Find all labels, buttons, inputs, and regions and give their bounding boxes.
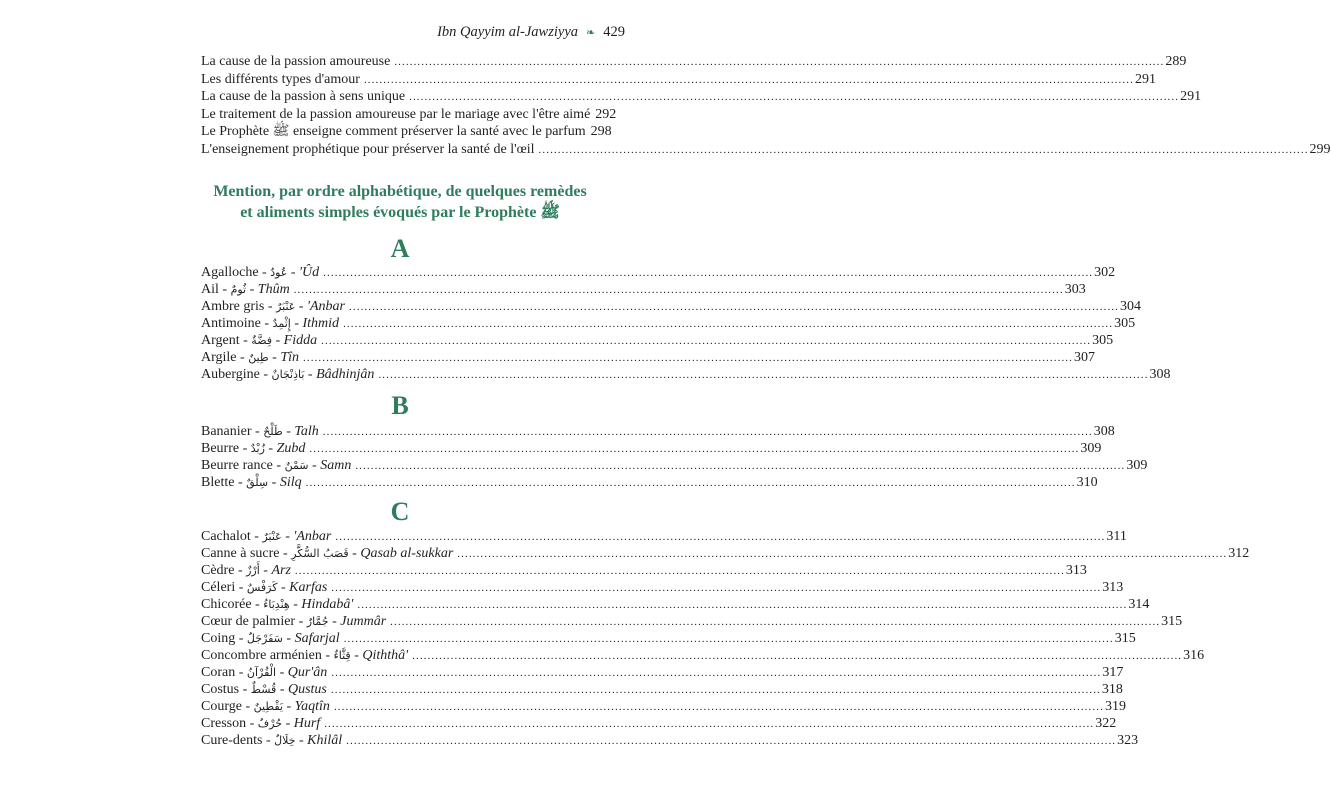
separator: -: [282, 699, 295, 714]
remedy-transliteration: Silq: [279, 475, 302, 490]
dot-leader: ........................................................................................................................................................................................................: [303, 352, 1073, 364]
separator: -: [282, 631, 295, 646]
separator: -: [279, 546, 292, 561]
remedy-french-name: Costus: [201, 682, 240, 697]
separator: -: [262, 733, 275, 748]
remedy-entry-text: [201, 647, 408, 664]
remedy-entry: [201, 715, 1117, 732]
remedy-entry-text: [201, 630, 340, 647]
separator: -: [239, 441, 251, 456]
remedy-entry-text: [201, 349, 299, 366]
remedy-page: 318: [1101, 682, 1123, 697]
separator: -: [235, 580, 247, 595]
remedy-transliteration: Qasab al-sukkar: [360, 546, 454, 561]
remedy-page: 311: [1106, 529, 1127, 544]
remedy-arabic-name: زُبْدٌ: [250, 442, 265, 455]
remedy-page: 315: [1161, 614, 1183, 629]
remedy-transliteration: Qiththâ': [362, 648, 409, 663]
separator: -: [264, 299, 277, 314]
remedy-page: 309: [1126, 458, 1148, 473]
remedy-french-name: Coing: [201, 631, 236, 646]
remedy-french-name: Concombre arménien: [201, 648, 322, 663]
separator: -: [287, 265, 300, 280]
remedy-transliteration: Qustus: [287, 682, 327, 697]
remedy-arabic-name: ثُومٌ: [230, 283, 247, 296]
dot-leader: ........................................................................................................................................................................................................: [294, 565, 1065, 577]
remedies-list-b: [201, 423, 1148, 491]
remedy-entry: [201, 349, 1095, 366]
remedy-transliteration: Hindabâ': [301, 597, 354, 612]
separator: -: [260, 316, 273, 331]
dot-leader: ........................................................................................................................................................................................................: [324, 718, 1095, 730]
separator: -: [328, 614, 341, 629]
remedy-french-name: Céleri: [201, 580, 236, 595]
remedy-page: 316: [1183, 648, 1205, 663]
remedy-entry: [201, 647, 1205, 664]
remedy-transliteration: Tîn: [280, 350, 299, 365]
toc-entry-title: Les différents types d'amour: [201, 71, 360, 87]
toc-entry-title: Le traitement de la passion amoureuse par le mariage avec l'être aimé: [201, 106, 591, 122]
dot-leader: ........................................................................................................................................................................................................: [322, 426, 1093, 438]
toc-entry-page: 291: [1134, 71, 1156, 87]
remedy-french-name: Cresson: [201, 716, 247, 731]
remedy-entry: [201, 298, 1142, 315]
dot-leader: ........................................................................................................................................................................................................: [412, 650, 1183, 662]
remedy-french-name: Cachalot: [201, 529, 251, 544]
remedy-entry: [201, 315, 1136, 332]
separator: -: [272, 458, 285, 473]
remedy-page: 312: [1228, 546, 1250, 561]
remedy-entry-text: [201, 596, 353, 613]
toc-entry: [201, 53, 1187, 71]
remedy-arabic-name: سِلْقٌ: [246, 476, 269, 489]
separator: -: [236, 350, 249, 365]
remedy-transliteration: Khilâl: [307, 733, 343, 748]
dot-leader: ........................................................................................................................................................................................................: [343, 318, 1114, 330]
dot-leader: ........................................................................................................................................................................................................: [349, 301, 1120, 313]
remedy-entry: [201, 596, 1150, 613]
remedy-entry-text: [201, 281, 290, 298]
section-title-line-1: Mention, par ordre alphabétique, de quelques remèdes: [213, 183, 587, 200]
separator: -: [259, 367, 272, 382]
separator: -: [235, 665, 247, 680]
separator: -: [304, 367, 317, 382]
toc-entry-page: 291: [1180, 89, 1202, 105]
separator: -: [264, 441, 277, 456]
remedy-arabic-name: قِثَّاءٌ: [333, 649, 351, 662]
separator: -: [281, 529, 294, 544]
toc-entry-title: L'enseignement prophétique pour préserver la santé de l'œil: [201, 141, 535, 157]
dot-leader: ........................................................................................................................................................................................................: [409, 91, 1180, 104]
remedy-entry-text: [201, 423, 319, 440]
leaf-ornament-icon: ❧: [586, 27, 596, 39]
remedy-transliteration: Talh: [294, 424, 319, 439]
remedies-list-a: [201, 264, 1171, 383]
remedy-entry: [201, 366, 1171, 383]
remedy-entry-text: [201, 732, 342, 749]
remedy-french-name: Aubergine: [201, 367, 260, 382]
separator: -: [295, 614, 307, 629]
remedy-entry-text: [201, 366, 374, 383]
remedy-arabic-name: إِثْمِدٌ: [272, 317, 291, 330]
remedy-page: 308: [1149, 367, 1171, 382]
remedy-french-name: Cœur de palmier: [201, 614, 296, 629]
remedy-arabic-name: طِينٌ: [248, 351, 269, 364]
remedy-french-name: Argent: [201, 333, 240, 348]
section-title-line-2: et aliments simples évoqués par le Prophète ﷺ: [240, 204, 560, 221]
remedy-page: 302: [1094, 265, 1116, 280]
remedy-arabic-name: طَلْحٌ: [263, 425, 283, 438]
dot-leader: ........................................................................................................................................................................................................: [343, 633, 1114, 645]
remedy-arabic-name: أَرْزٌ: [246, 564, 260, 577]
remedy-page: 319: [1104, 699, 1126, 714]
separator: -: [272, 333, 284, 348]
remedy-transliteration: Safarjal: [294, 631, 340, 646]
remedy-page: 303: [1064, 282, 1086, 297]
remedy-entry: [201, 698, 1126, 715]
remedy-transliteration: Hurf: [293, 716, 321, 731]
remedy-page: 313: [1065, 563, 1087, 578]
separator: -: [282, 716, 294, 731]
remedy-transliteration: Samn: [320, 458, 352, 473]
separator: -: [239, 333, 252, 348]
dot-leader: ........................................................................................................................................................................................................: [323, 267, 1094, 279]
remedy-entry: [201, 664, 1124, 681]
remedy-page: 308: [1093, 424, 1115, 439]
toc-entry: [201, 88, 1202, 106]
remedy-entry-text: [201, 579, 327, 596]
toc-entry-page: 298: [590, 124, 612, 140]
remedy-page: 313: [1102, 580, 1124, 595]
remedy-arabic-name: حُرْفٌ: [257, 717, 283, 730]
remedy-french-name: Ambre gris: [201, 299, 265, 314]
remedy-arabic-name: قُسْطٌ: [250, 683, 277, 696]
remedy-transliteration: Yaqtîn: [294, 699, 330, 714]
dot-leader: ........................................................................................................................................................................................................: [321, 335, 1092, 347]
dot-leader: ........................................................................................................................................................................................................: [305, 477, 1076, 489]
dot-leader: ........................................................................................................................................................................................................: [363, 73, 1134, 86]
remedy-entry-text: [201, 528, 331, 545]
remedy-entry-text: [201, 474, 302, 491]
remedy-french-name: Cèdre: [201, 563, 235, 578]
separator: -: [277, 580, 290, 595]
dot-leader: ........................................................................................................................................................................................................: [538, 143, 1309, 156]
remedy-arabic-name: الْقُرْآنُ: [246, 666, 277, 679]
toc-entry: [201, 106, 617, 124]
remedies-list-c: [201, 528, 1250, 749]
separator: -: [268, 475, 280, 490]
remedy-french-name: Courge: [201, 699, 242, 714]
separator: -: [250, 529, 263, 544]
separator: -: [268, 350, 281, 365]
dot-leader: ........................................................................................................................................................................................................: [355, 460, 1126, 472]
separator: -: [308, 458, 321, 473]
dot-leader: ........................................................................................................................................................................................................: [333, 701, 1104, 713]
remedy-french-name: Chicorée: [201, 597, 252, 612]
remedy-french-name: Beurre rance: [201, 458, 273, 473]
toc-entry-title: La cause de la passion à sens unique: [201, 89, 406, 105]
remedy-page: 310: [1076, 475, 1098, 490]
separator: -: [251, 424, 264, 439]
remedy-transliteration: Qur'ân: [287, 665, 328, 680]
remedy-entry-text: [201, 562, 291, 579]
separator: -: [289, 597, 302, 612]
remedy-entry-text: [201, 315, 339, 332]
remedy-transliteration: Karfas: [289, 580, 328, 595]
toc-entry: [201, 71, 1156, 89]
separator: -: [290, 316, 303, 331]
remedy-transliteration: 'Ûd: [299, 265, 320, 280]
remedy-transliteration: Bâdhinjân: [316, 367, 375, 382]
dot-leader: ........................................................................................................................................................................................................: [293, 284, 1064, 296]
dot-leader: ........................................................................................................................................................................................................: [331, 582, 1102, 594]
letter-heading-b: B: [391, 391, 409, 420]
remedy-entry-text: [201, 715, 320, 732]
remedy-arabic-name: خِلَالٌ: [274, 734, 296, 747]
remedy-french-name: Coran: [201, 665, 236, 680]
remedy-page: 305: [1092, 333, 1114, 348]
remedy-arabic-name: فِضَّةٌ: [251, 334, 272, 347]
separator: -: [218, 282, 231, 297]
dot-leader: ........................................................................................................................................................................................................: [378, 369, 1149, 381]
separator: -: [251, 597, 264, 612]
separator: -: [234, 563, 247, 578]
separator: -: [348, 546, 361, 561]
remedy-page: 307: [1074, 350, 1095, 365]
toc-entry-title: Le Prophète ﷺ enseigne comment préserver la santé avec le parfum: [201, 124, 586, 140]
remedy-page: 304: [1120, 299, 1142, 314]
remedy-french-name: Cure-dents: [201, 733, 263, 748]
remedy-arabic-name: جُمَّارٌ: [306, 615, 329, 628]
separator: -: [239, 682, 251, 697]
remedy-french-name: Ail: [201, 282, 219, 297]
dot-leader: ........................................................................................................................................................................................................: [457, 548, 1228, 560]
remedy-entry: [201, 630, 1136, 647]
remedy-arabic-name: عَنْبَرٌ: [276, 300, 296, 313]
remedy-french-name: Canne à sucre: [201, 546, 280, 561]
running-header-author: Ibn Qayyim al-Jawziyya: [437, 24, 579, 40]
remedy-transliteration: Thûm: [257, 282, 290, 297]
remedy-transliteration: Fidda: [283, 333, 318, 348]
separator: -: [246, 282, 258, 297]
remedy-arabic-name: كَرَفْسٌ: [246, 581, 278, 594]
toc-entry-title: La cause de la passion amoureuse: [201, 54, 391, 69]
dot-leader: ........................................................................................................................................................................................................: [390, 616, 1161, 628]
dot-leader: ........................................................................................................................................................................................................: [346, 735, 1117, 747]
remedy-entry-text: [201, 664, 327, 681]
remedy-french-name: Bananier: [201, 424, 252, 439]
toc-entry: [201, 141, 1331, 159]
remedy-page: 315: [1114, 631, 1136, 646]
toc-entry-page: 299: [1309, 141, 1331, 157]
remedy-transliteration: Arz: [271, 563, 291, 578]
remedy-entry: [201, 457, 1148, 474]
remedy-entry: [201, 681, 1123, 698]
remedy-transliteration: 'Anbar: [307, 299, 346, 314]
remedy-entry-text: [201, 613, 386, 630]
remedy-transliteration: 'Anbar: [293, 529, 332, 544]
remedy-entry: [201, 613, 1183, 630]
separator: -: [321, 648, 334, 663]
remedy-page: 305: [1114, 316, 1136, 331]
page-number: 429: [603, 24, 625, 40]
remedy-entry-text: [201, 681, 327, 698]
remedy-arabic-name: بَاذِنْجَانٌ: [271, 368, 305, 381]
section-title: [201, 181, 599, 223]
remedy-entry-text: [201, 440, 305, 457]
remedy-entry-text: [201, 545, 453, 562]
remedy-entry-text: [201, 298, 345, 315]
remedy-entry-text: [201, 457, 351, 474]
remedy-entry: [201, 474, 1098, 491]
separator: -: [295, 733, 308, 748]
separator: -: [241, 699, 254, 714]
dot-leader: ........................................................................................................................................................................................................: [330, 684, 1101, 696]
separator: -: [235, 631, 247, 646]
toc-entry-page: 292: [595, 106, 617, 122]
remedy-arabic-name: هِنْدِبَاءُ: [263, 598, 290, 611]
letter-heading-c: C: [390, 497, 410, 526]
remedy-arabic-name: عَنْبَرٌ: [262, 530, 282, 543]
separator: -: [258, 265, 271, 280]
remedy-french-name: Agalloche: [201, 265, 259, 280]
dot-leader: ........................................................................................................................................................................................................: [394, 56, 1165, 68]
remedy-page: 309: [1080, 441, 1102, 456]
remedy-arabic-name: قَصَبُ السُّكَّرِ: [291, 547, 349, 560]
remedy-entry: [201, 332, 1114, 349]
remedy-entry: [201, 264, 1116, 281]
remedy-entry: [201, 528, 1127, 545]
separator: -: [259, 563, 272, 578]
separator: -: [276, 682, 288, 697]
remedy-entry: [201, 562, 1087, 579]
remedy-entry: [201, 579, 1124, 596]
separator: -: [234, 475, 247, 490]
separator: -: [350, 648, 363, 663]
toc-entry: [201, 123, 612, 141]
remedy-transliteration: Jummâr: [340, 614, 387, 629]
dot-leader: ........................................................................................................................................................................................................: [357, 599, 1128, 611]
remedy-entry: [201, 423, 1115, 440]
separator: -: [295, 299, 308, 314]
separator: -: [246, 716, 258, 731]
table-of-contents: [201, 53, 1331, 159]
remedy-page: 322: [1095, 716, 1117, 731]
remedy-transliteration: Ithmid: [302, 316, 340, 331]
remedy-entry: [201, 545, 1250, 562]
remedy-arabic-name: سَمْنٌ: [284, 459, 309, 472]
remedy-page: 314: [1128, 597, 1150, 612]
remedy-page: 323: [1117, 733, 1139, 748]
letter-heading-a: A: [390, 234, 410, 263]
remedy-entry: [201, 440, 1102, 457]
remedy-entry-text: [201, 698, 330, 715]
separator: -: [282, 424, 295, 439]
remedy-arabic-name: يَقْطِينٌ: [253, 700, 283, 713]
dot-leader: ........................................................................................................................................................................................................: [331, 667, 1102, 679]
separator: -: [276, 665, 288, 680]
remedy-entry: [201, 281, 1086, 298]
remedy-arabic-name: سَفَرْجَلٌ: [246, 632, 283, 645]
dot-leader: ........................................................................................................................................................................................................: [335, 531, 1106, 543]
toc-entry-page: 289: [1165, 54, 1187, 69]
remedy-arabic-name: عُودٌ: [270, 266, 288, 279]
remedy-french-name: Argile: [201, 350, 237, 365]
remedy-entry-text: [201, 332, 317, 349]
running-header: [437, 24, 625, 41]
remedy-french-name: Blette: [201, 475, 235, 490]
dot-leader: ........................................................................................................................................................................................................: [309, 443, 1080, 455]
remedy-french-name: Beurre: [201, 441, 240, 456]
remedy-entry-text: [201, 264, 319, 281]
remedy-french-name: Antimoine: [201, 316, 261, 331]
remedy-entry: [201, 732, 1139, 749]
remedy-transliteration: Zubd: [276, 441, 306, 456]
remedy-page: 317: [1102, 665, 1124, 680]
